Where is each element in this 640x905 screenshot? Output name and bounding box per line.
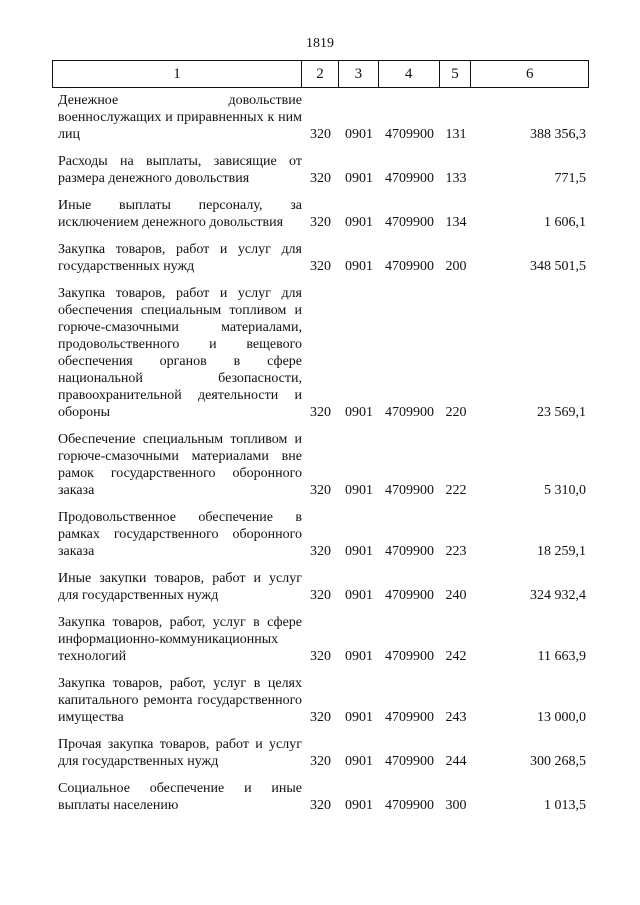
table-row [58,509,589,560]
row-amount: 324 932,4 [530,588,586,603]
table-row [58,570,589,604]
row-ministry-code: 320 [310,798,331,813]
row-type-code: 223 [445,544,467,559]
header-cell-2: 2 [302,61,339,87]
row-name: Закупка товаров, работ и услуг для государственных нужд [58,242,302,274]
row-section-code: 0901 [345,215,373,230]
table-row [58,780,589,814]
row-type-code: 242 [445,649,467,664]
table-row [58,153,589,187]
row-section-code: 0901 [345,649,373,664]
row-type-code: 200 [445,259,467,274]
row-ministry-code: 320 [310,483,331,498]
table-row [58,92,589,143]
row-ministry-code: 320 [310,259,331,274]
row-type-code: 134 [445,215,467,230]
row-article-code: 4709900 [385,405,434,420]
row-name: Иные закупки товаров, работ и услуг для государственных нужд [58,571,302,603]
row-section-code: 0901 [345,710,373,725]
row-type-code: 131 [445,127,467,142]
table-row [58,614,589,665]
page-number: 1819 [306,36,334,51]
row-type-code: 243 [445,710,467,725]
row-section-code: 0901 [345,171,373,186]
row-article-code: 4709900 [385,754,434,769]
row-ministry-code: 320 [310,215,331,230]
row-article-code: 4709900 [385,544,434,559]
row-name: Продовольственное обеспечение в рамках государственного оборонного заказа [58,510,302,559]
row-section-code: 0901 [345,588,373,603]
row-article-code: 4709900 [385,483,434,498]
row-section-code: 0901 [345,127,373,142]
table-row [58,197,589,231]
row-amount: 13 000,0 [537,710,586,725]
row-section-code: 0901 [345,405,373,420]
header-cell-4: 4 [379,61,440,87]
row-amount: 1 013,5 [544,798,586,813]
row-type-code: 133 [445,171,467,186]
row-type-code: 222 [445,483,467,498]
row-name: Денежное довольствие военнослужащих и приравненных к ним лиц [58,93,302,142]
row-amount: 771,5 [554,171,586,186]
row-article-code: 4709900 [385,588,434,603]
row-type-code: 300 [445,798,467,813]
table-body [58,92,589,824]
table-row [58,241,589,275]
table-row [58,431,589,499]
row-section-code: 0901 [345,798,373,813]
row-ministry-code: 320 [310,649,331,664]
row-amount: 11 663,9 [537,649,586,664]
row-section-code: 0901 [345,259,373,274]
row-section-code: 0901 [345,544,373,559]
row-article-code: 4709900 [385,710,434,725]
row-amount: 348 501,5 [530,259,586,274]
row-article-code: 4709900 [385,127,434,142]
row-name: Обеспечение специальным топливом и горюче-смазочными материалами вне рамок государственного оборонного заказа [58,432,302,498]
header-cell-3: 3 [339,61,379,87]
row-amount: 18 259,1 [537,544,586,559]
row-type-code: 244 [445,754,467,769]
row-amount: 23 569,1 [537,405,586,420]
row-name: Социальное обеспечение и иные выплаты населению [58,781,302,813]
table-row [58,285,589,421]
row-article-code: 4709900 [385,259,434,274]
row-ministry-code: 320 [310,544,331,559]
row-amount: 388 356,3 [530,127,586,142]
row-ministry-code: 320 [310,127,331,142]
row-name: Расходы на выплаты, зависящие от размера денежного довольствия [58,154,302,186]
row-name: Закупка товаров, работ, услуг в целях капитального ремонта государственного имущества [58,676,302,725]
row-amount: 1 606,1 [544,215,586,230]
header-cell-6: 6 [525,65,534,82]
header-cell-1: 1 [53,61,302,87]
row-section-code: 0901 [345,483,373,498]
table-header [52,60,589,88]
row-article-code: 4709900 [385,171,434,186]
row-ministry-code: 320 [310,171,331,186]
row-amount: 300 268,5 [530,754,586,769]
table-row [58,736,589,770]
row-article-code: 4709900 [385,649,434,664]
row-section-code: 0901 [345,754,373,769]
row-ministry-code: 320 [310,754,331,769]
row-type-code: 220 [445,405,467,420]
row-article-code: 4709900 [385,798,434,813]
row-type-code: 240 [445,588,467,603]
row-ministry-code: 320 [310,588,331,603]
row-amount: 5 310,0 [544,483,586,498]
row-name: Прочая закупка товаров, работ и услуг для государственных нужд [58,737,302,769]
row-name: Закупка товаров, работ и услуг для обеспечения специальным топливом и горюче-смазочными материалами, продовольственного и вещевого обеспечения органов в сфере национальной безопасности, правоохранительной деятельности и обороны [58,286,302,420]
row-article-code: 4709900 [385,215,434,230]
row-name: Иные выплаты персоналу, за исключением денежного довольствия [58,198,302,230]
header-cell-5: 5 [440,61,472,87]
row-ministry-code: 320 [310,405,331,420]
row-ministry-code: 320 [310,710,331,725]
table-row [58,675,589,726]
row-name: Закупка товаров, работ, услуг в сфере информационно-коммуникационных технологий [58,615,302,664]
